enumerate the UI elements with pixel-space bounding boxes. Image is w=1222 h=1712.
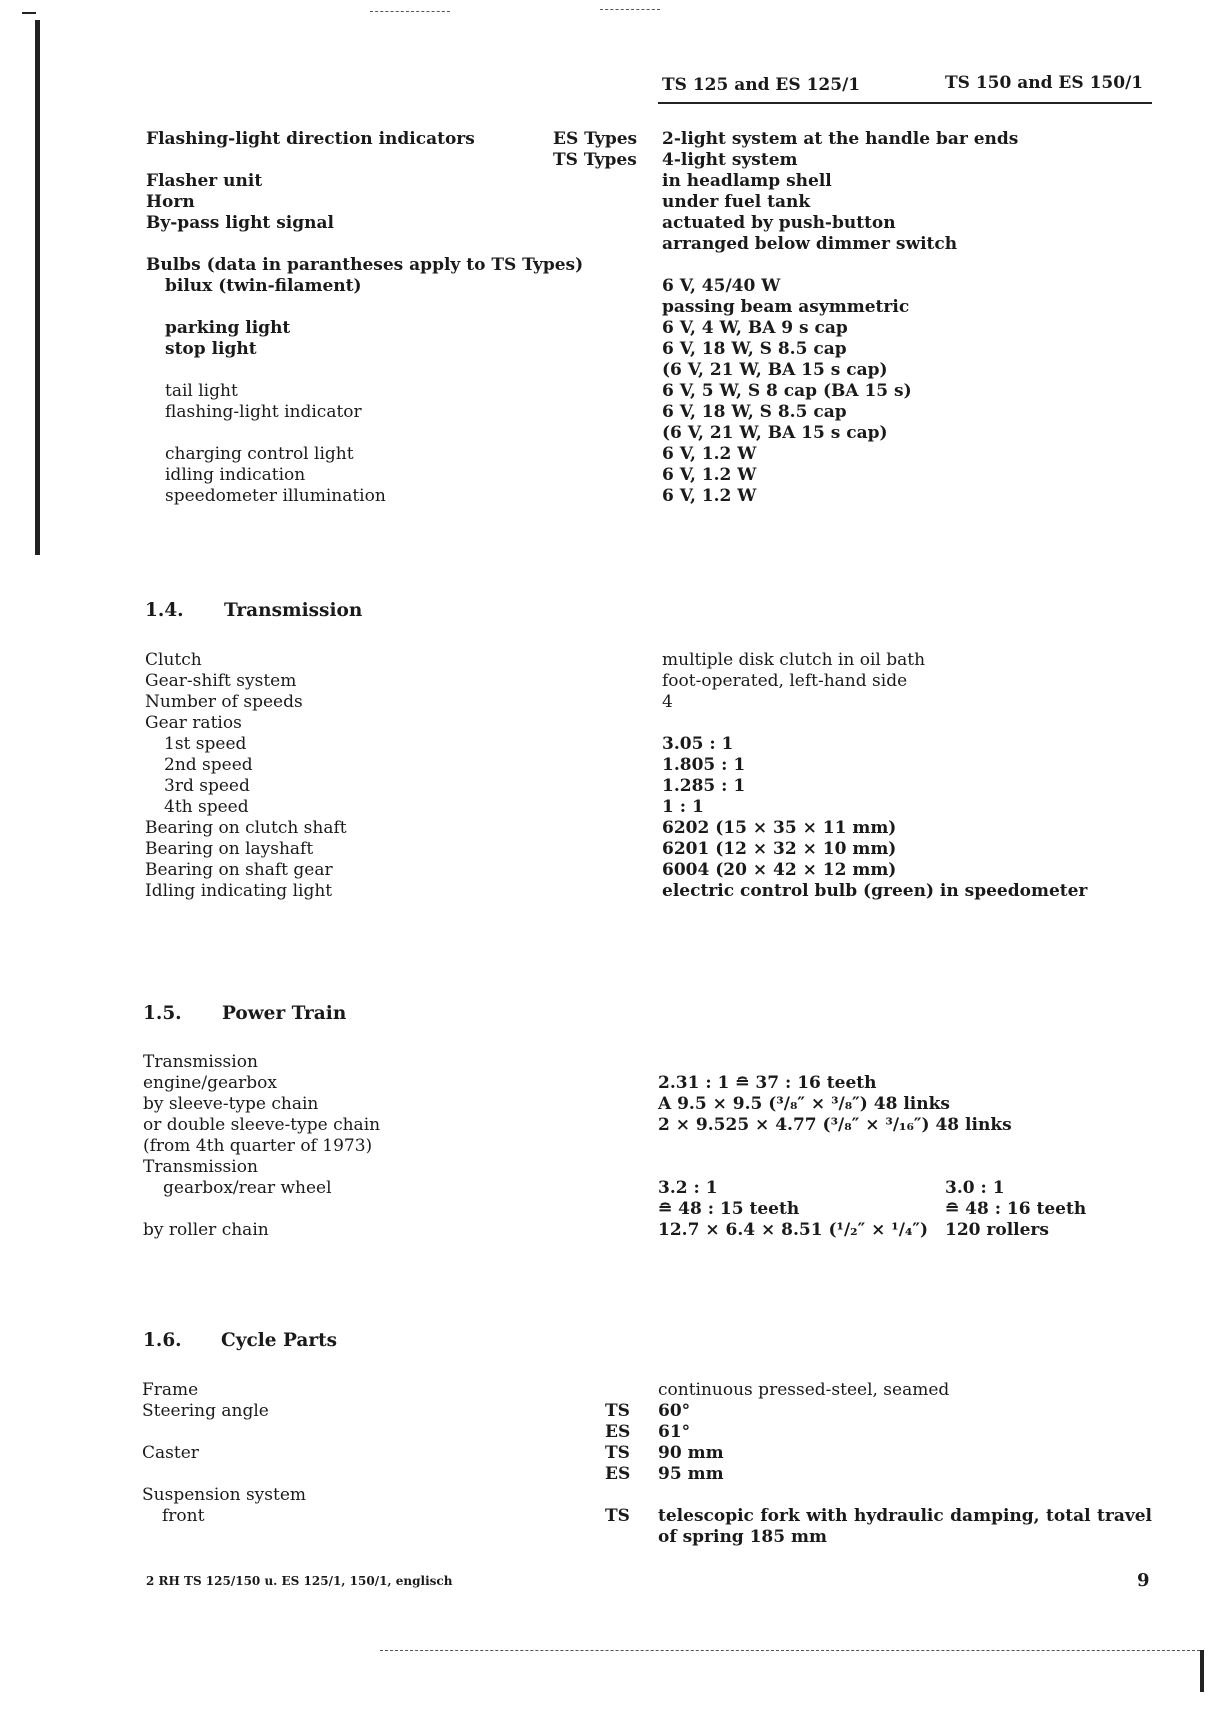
row-label: tail light bbox=[165, 381, 238, 401]
row-label: Bearing on clutch shaft bbox=[145, 818, 347, 838]
row-label: bilux (twin-filament) bbox=[165, 276, 362, 296]
row-value: 2 × 9.525 × 4.77 (³/₈″ × ³/₁₆″) 48 links bbox=[658, 1115, 1012, 1135]
row-value: telescopic fork with hydraulic damping, total travel bbox=[658, 1506, 1152, 1526]
transmission-heading-title: Transmission bbox=[224, 600, 363, 621]
row-value: multiple disk clutch in oil bath bbox=[662, 650, 926, 670]
row-label: 3rd speed bbox=[164, 776, 250, 796]
row-label: engine/gearbox bbox=[143, 1073, 277, 1093]
row-value: 6201 (12 × 32 × 10 mm) bbox=[662, 839, 897, 859]
row-label: 4th speed bbox=[164, 797, 249, 817]
row-value: ≘ 48 : 15 teeth bbox=[658, 1199, 800, 1219]
row-label: Bearing on layshaft bbox=[145, 839, 314, 859]
header-rule bbox=[658, 102, 1152, 104]
scan-line-top bbox=[370, 11, 450, 13]
row-label: gearbox/rear wheel bbox=[163, 1178, 332, 1198]
row-value: foot-operated, left-hand side bbox=[662, 671, 908, 691]
row-value: 6 V, 4 W, BA 9 s cap bbox=[662, 318, 848, 338]
row-value: 6 V, 5 W, S 8 cap (BA 15 s) bbox=[662, 381, 912, 401]
row-value: 6202 (15 × 35 × 11 mm) bbox=[662, 818, 897, 838]
row-value: (6 V, 21 W, BA 15 s cap) bbox=[662, 360, 888, 380]
row-label: Gear-shift system bbox=[145, 671, 297, 691]
row-value: of spring 185 mm bbox=[658, 1527, 827, 1547]
row-label: Transmission bbox=[143, 1052, 258, 1072]
row-label: Steering angle bbox=[142, 1401, 269, 1421]
power-train-heading-title: Power Train bbox=[222, 1003, 347, 1024]
row-label: idling indication bbox=[165, 465, 306, 485]
scan-edge-left-top bbox=[22, 12, 36, 14]
row-label: speedometer illumination bbox=[165, 486, 386, 506]
row-label: Clutch bbox=[145, 650, 202, 670]
row-label: Suspension system bbox=[142, 1485, 307, 1505]
row-value: arranged below dimmer switch bbox=[662, 234, 958, 254]
row-value: 1.285 : 1 bbox=[662, 776, 746, 796]
row-label: Idling indicating light bbox=[145, 881, 333, 901]
row-value: 3.05 : 1 bbox=[662, 734, 734, 754]
row-value: electric control bulb (green) in speedometer bbox=[662, 881, 1088, 901]
power-train-heading-number: 1.5. bbox=[143, 1003, 182, 1024]
row-label: by sleeve-type chain bbox=[143, 1094, 319, 1114]
row-label: (from 4th quarter of 1973) bbox=[143, 1136, 373, 1156]
row-label: Transmission bbox=[143, 1157, 258, 1177]
scan-line-top-2 bbox=[600, 9, 660, 11]
row-type: TS bbox=[605, 1401, 630, 1421]
row-label: Gear ratios bbox=[145, 713, 242, 733]
row-label: parking light bbox=[165, 318, 291, 338]
row-label: stop light bbox=[165, 339, 257, 359]
row-label: 2nd speed bbox=[164, 755, 253, 775]
row-value: 60° bbox=[658, 1401, 691, 1421]
row-label: front bbox=[162, 1506, 205, 1526]
row-value: 95 mm bbox=[658, 1464, 724, 1484]
row-type: ES bbox=[605, 1464, 631, 1484]
row-value-2: ≘ 48 : 16 teeth bbox=[945, 1199, 1087, 1219]
row-value: 6 V, 1.2 W bbox=[662, 465, 757, 485]
footer-reference: 2 RH TS 125/150 u. ES 125/1, 150/1, englisch bbox=[146, 1574, 453, 1588]
row-value: 6 V, 18 W, S 8.5 cap bbox=[662, 339, 847, 359]
row-label: Bulbs (data in parantheses apply to TS Types) bbox=[146, 255, 584, 275]
row-value: 6 V, 1.2 W bbox=[662, 444, 757, 464]
row-label: flashing-light indicator bbox=[165, 402, 362, 422]
row-value: 2-light system at the handle bar ends bbox=[662, 129, 1019, 149]
row-value: 1 : 1 bbox=[662, 797, 704, 817]
cycle-parts-heading-title: Cycle Parts bbox=[221, 1330, 338, 1351]
row-type: ES bbox=[605, 1422, 631, 1442]
row-label: Bearing on shaft gear bbox=[145, 860, 333, 880]
row-label: Horn bbox=[146, 192, 195, 212]
row-value: 6004 (20 × 42 × 12 mm) bbox=[662, 860, 897, 880]
row-label: Frame bbox=[142, 1380, 199, 1400]
header-col1: TS 125 and ES 125/1 bbox=[662, 75, 861, 95]
row-label: Flashing-light direction indicators bbox=[146, 129, 475, 149]
row-value-2: 3.0 : 1 bbox=[945, 1178, 1005, 1198]
row-label: Flasher unit bbox=[146, 171, 263, 191]
row-label: by roller chain bbox=[143, 1220, 269, 1240]
row-value: 6 V, 45/40 W bbox=[662, 276, 781, 296]
row-value: 2.31 : 1 ≘ 37 : 16 teeth bbox=[658, 1073, 877, 1093]
row-value: continuous pressed-steel, seamed bbox=[658, 1380, 950, 1400]
row-type: TS Types bbox=[553, 150, 637, 170]
row-value: 6 V, 18 W, S 8.5 cap bbox=[662, 402, 847, 422]
row-type: ES Types bbox=[553, 129, 638, 149]
cycle-parts-heading-number: 1.6. bbox=[143, 1330, 182, 1351]
row-value: A 9.5 × 9.5 (³/₈″ × ³/₈″) 48 links bbox=[658, 1094, 950, 1114]
row-value: 4 bbox=[662, 692, 673, 712]
scan-edge-left bbox=[35, 20, 40, 555]
row-type: TS bbox=[605, 1506, 630, 1526]
row-value: under fuel tank bbox=[662, 192, 811, 212]
scan-line-bottom bbox=[380, 1650, 1200, 1652]
row-value: in headlamp shell bbox=[662, 171, 832, 191]
header-col2: TS 150 and ES 150/1 bbox=[945, 73, 1144, 93]
row-value-2: 120 rollers bbox=[945, 1220, 1049, 1240]
row-type: TS bbox=[605, 1443, 630, 1463]
row-label: Number of speeds bbox=[145, 692, 303, 712]
scan-edge-right-bracket bbox=[1200, 1650, 1204, 1692]
transmission-heading-number: 1.4. bbox=[145, 600, 184, 621]
row-value: 3.2 : 1 bbox=[658, 1178, 718, 1198]
row-label: By-pass light signal bbox=[146, 213, 334, 233]
row-label: or double sleeve-type chain bbox=[143, 1115, 381, 1135]
page-number: 9 bbox=[1137, 1570, 1150, 1591]
row-label: Caster bbox=[142, 1443, 199, 1463]
row-value: 90 mm bbox=[658, 1443, 724, 1463]
row-value: 6 V, 1.2 W bbox=[662, 486, 757, 506]
row-value: actuated by push-button bbox=[662, 213, 896, 233]
row-value: 1.805 : 1 bbox=[662, 755, 746, 775]
row-label: 1st speed bbox=[164, 734, 247, 754]
row-value: 4-light system bbox=[662, 150, 798, 170]
row-value: 61° bbox=[658, 1422, 691, 1442]
row-label: charging control light bbox=[165, 444, 354, 464]
row-value: passing beam asymmetric bbox=[662, 297, 910, 317]
row-value: (6 V, 21 W, BA 15 s cap) bbox=[662, 423, 888, 443]
row-value: 12.7 × 6.4 × 8.51 (¹/₂″ × ¹/₄″) bbox=[658, 1220, 929, 1240]
